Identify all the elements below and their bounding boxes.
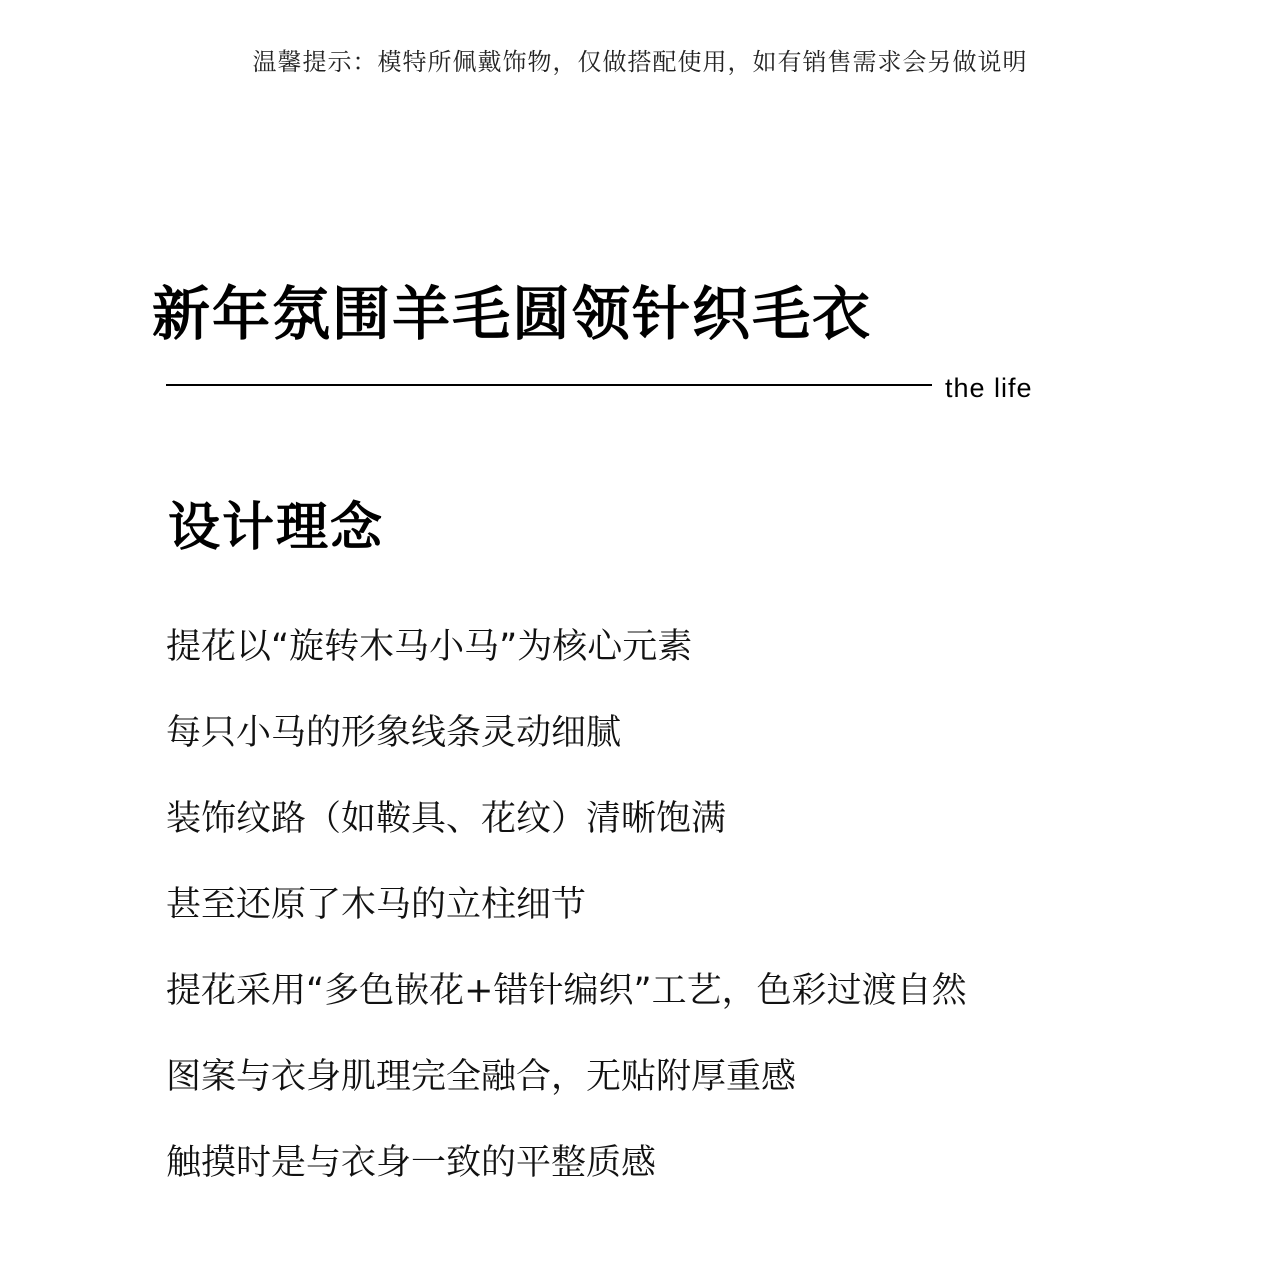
description-line: 图案与衣身肌理完全融合，无贴附厚重感	[166, 1057, 797, 1097]
description-line: 提花采用“多色嵌花+错针编织”工艺，色彩过渡自然	[166, 971, 967, 1011]
divider-line	[166, 384, 932, 386]
design-description-list	[166, 622, 967, 1224]
description-line: 装饰纹路（如鞍具、花纹）清晰饱满	[166, 799, 727, 839]
description-line: 提花以“旋转木马小马”为核心元素	[166, 627, 693, 667]
description-line: 触摸时是与衣身一致的平整质感	[166, 1143, 657, 1183]
description-line: 每只小马的形象线条灵动细腻	[166, 713, 622, 753]
section-heading: 设计理念	[168, 498, 385, 558]
tagline: the life	[945, 373, 1033, 403]
notice-text: 温馨提示：模特所佩戴饰物，仅做搭配使用，如有销售需求会另做说明	[252, 48, 1028, 76]
product-title: 新年氛围羊毛圆领针织毛衣	[152, 280, 873, 348]
description-line: 甚至还原了木马的立柱细节	[166, 885, 587, 925]
